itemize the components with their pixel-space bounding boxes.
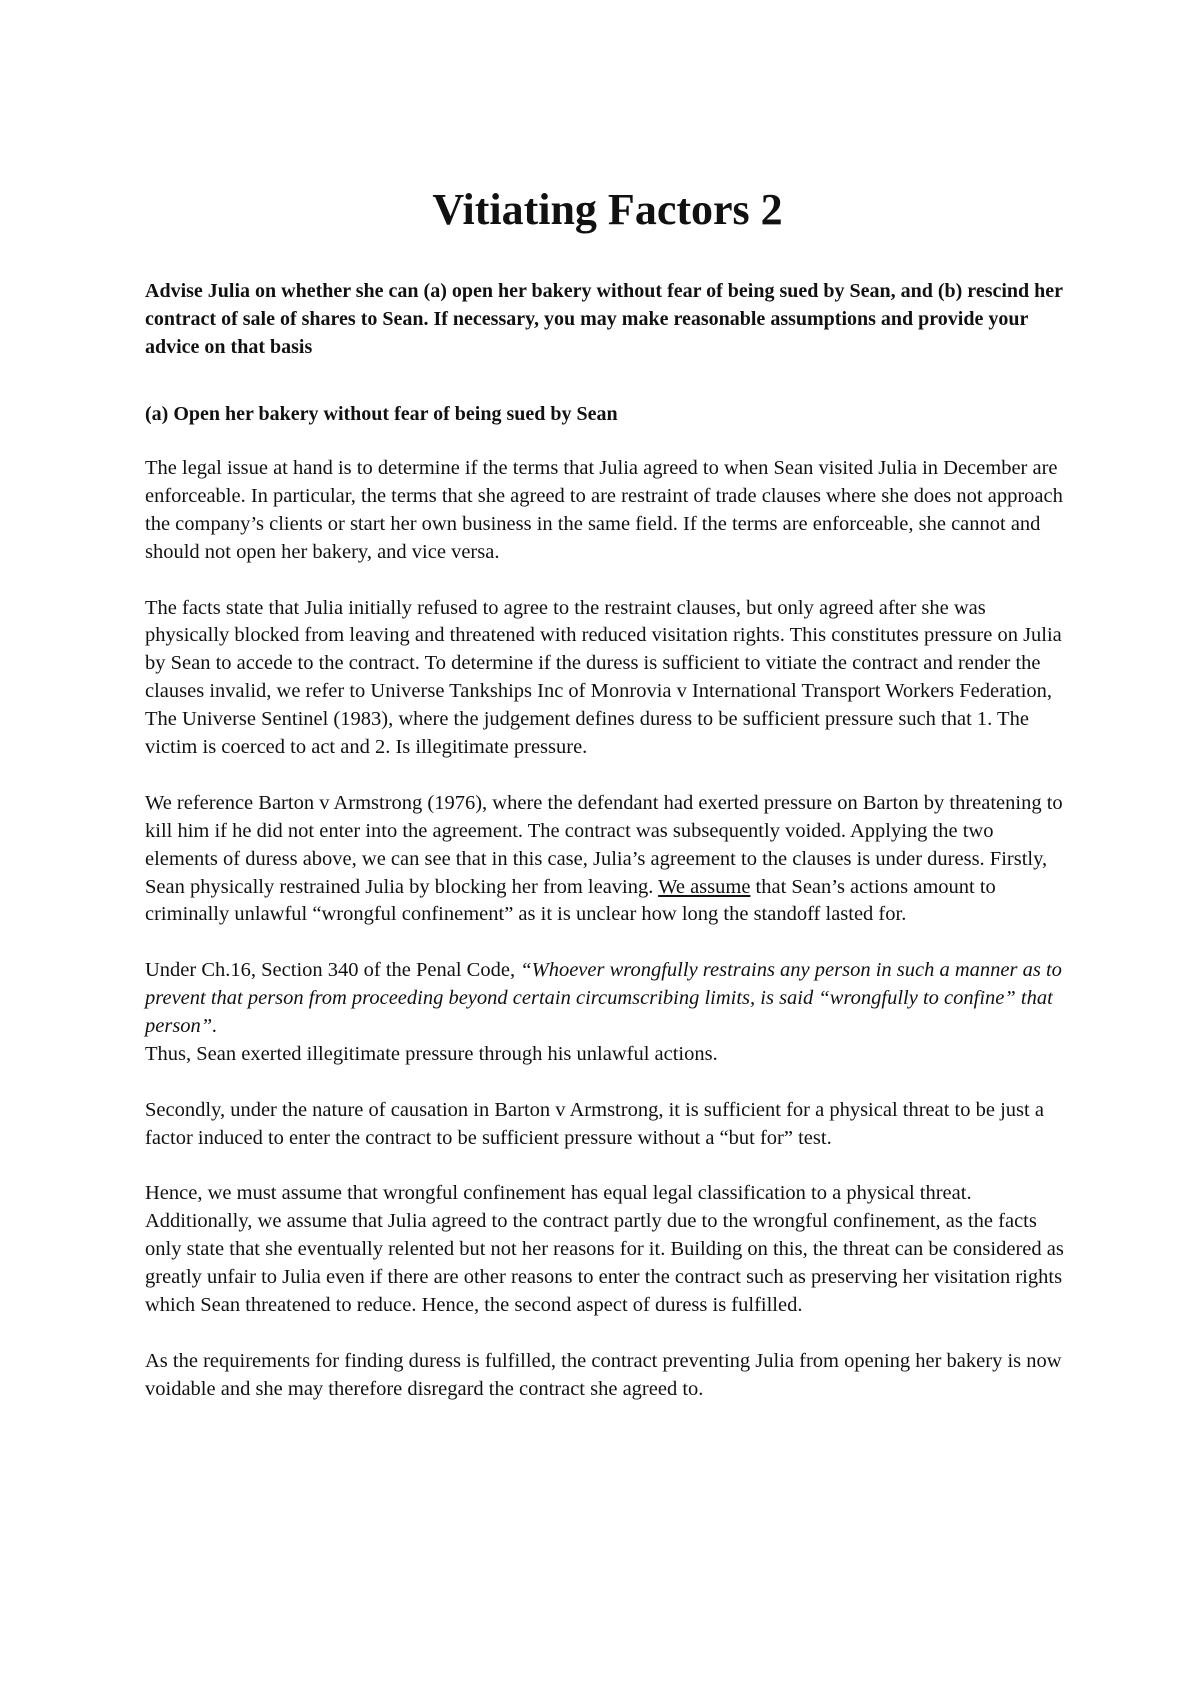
barton-text-before: We reference Barton v Armstrong (1976), where the defendant had exerted pressure on Barton by threatening to kill him if he did not enter into the agreement. The contract was subsequently voided. Applying the two elements of duress above, we can see that in this case, Julia’s agreement to the clauses is under duress. Firstly, Sean physically restrained Julia by blocking her from leaving.: [145, 791, 1063, 898]
paragraph-legal-issue: The legal issue at hand is to determine if the terms that Julia agreed to when Sean visited Julia in December are enforceable. In particular, the terms that she agreed to are restraint of trade clauses where she does not approach the company’s clients or start her own business in the same field. If the terms are enforceable, she cannot and should not open her bakery, and vice versa.: [145, 457, 1063, 563]
question-prompt: Advise Julia on whether she can (a) open her bakery without fear of being sued by Sean, and (b) rescind her contract of sale of shares to Sean. If necessary, you may make reasonable assumptions and provide your advice on that basis: [145, 280, 1063, 358]
document-title: Vitiating Factors 2: [432, 185, 783, 234]
paragraph-facts: The facts state that Julia initially refused to agree to the restraint clauses, but only agreed after she was physically blocked from leaving and threatened with reduced visitation rights. This constitutes pressure on Julia by Sean to accede to the contract. To determine if the duress is sufficient to vitiate the contract and render the clauses invalid, we refer to Universe Tankships Inc of Monrovia v International Transport Workers Federation, The Universe Sentinel (1983), where the judgement defines duress to be sufficient pressure such that 1. The victim is coerced to act and 2. Is illegitimate pressure.: [145, 596, 1062, 759]
paragraph-causation: Secondly, under the nature of causation in Barton v Armstrong, it is sufficient for a physical threat to be just a factor induced to enter the contract to be sufficient pressure without a “but for” test.: [145, 1098, 1044, 1149]
paragraph-barton-reference: [145, 790, 1070, 930]
penal-code-intro: Under Ch.16, Section 340 of the Penal Code,: [145, 959, 521, 982]
section-a-heading: (a) Open her bakery without fear of being sued by Sean: [145, 403, 618, 425]
penal-code-quote: “Whoever wrongfully restrains any person in such a manner as to prevent that person from proceeding beyond certain circumscribing limits, is said “wrongfully to confine” that person”.: [145, 959, 1062, 1038]
paragraph-conclusion: As the requirements for finding duress is fulfilled, the contract preventing Julia from opening her bakery is now voidable and she may therefore disregard the contract she agreed to.: [145, 1349, 1062, 1400]
paragraph-assumptions: Hence, we must assume that wrongful confinement has equal legal classification to a physical threat. Additionally, we assume that Julia agreed to the contract partly due to the wrongful confinement, as the facts only state that she eventually relented but not her reasons for it. Building on this, the threat can be considered as greatly unfair to Julia even if there are other reasons to enter the contract such as preserving her visitation rights which Sean threatened to reduce. Hence, the second aspect of duress is fulfilled.: [145, 1182, 1064, 1317]
barton-text-after: that Sean’s actions amount to criminally unlawful “wrongful confinement” as it is unclear how long the standoff lasted for.: [145, 875, 996, 926]
paragraph-illegitimate-pressure: Thus, Sean exerted illegitimate pressure through his unlawful actions.: [145, 1042, 718, 1065]
paragraph-penal-code: [145, 957, 1070, 1041]
document-body: [145, 455, 1070, 1432]
assumption-underlined: We assume: [658, 875, 751, 898]
